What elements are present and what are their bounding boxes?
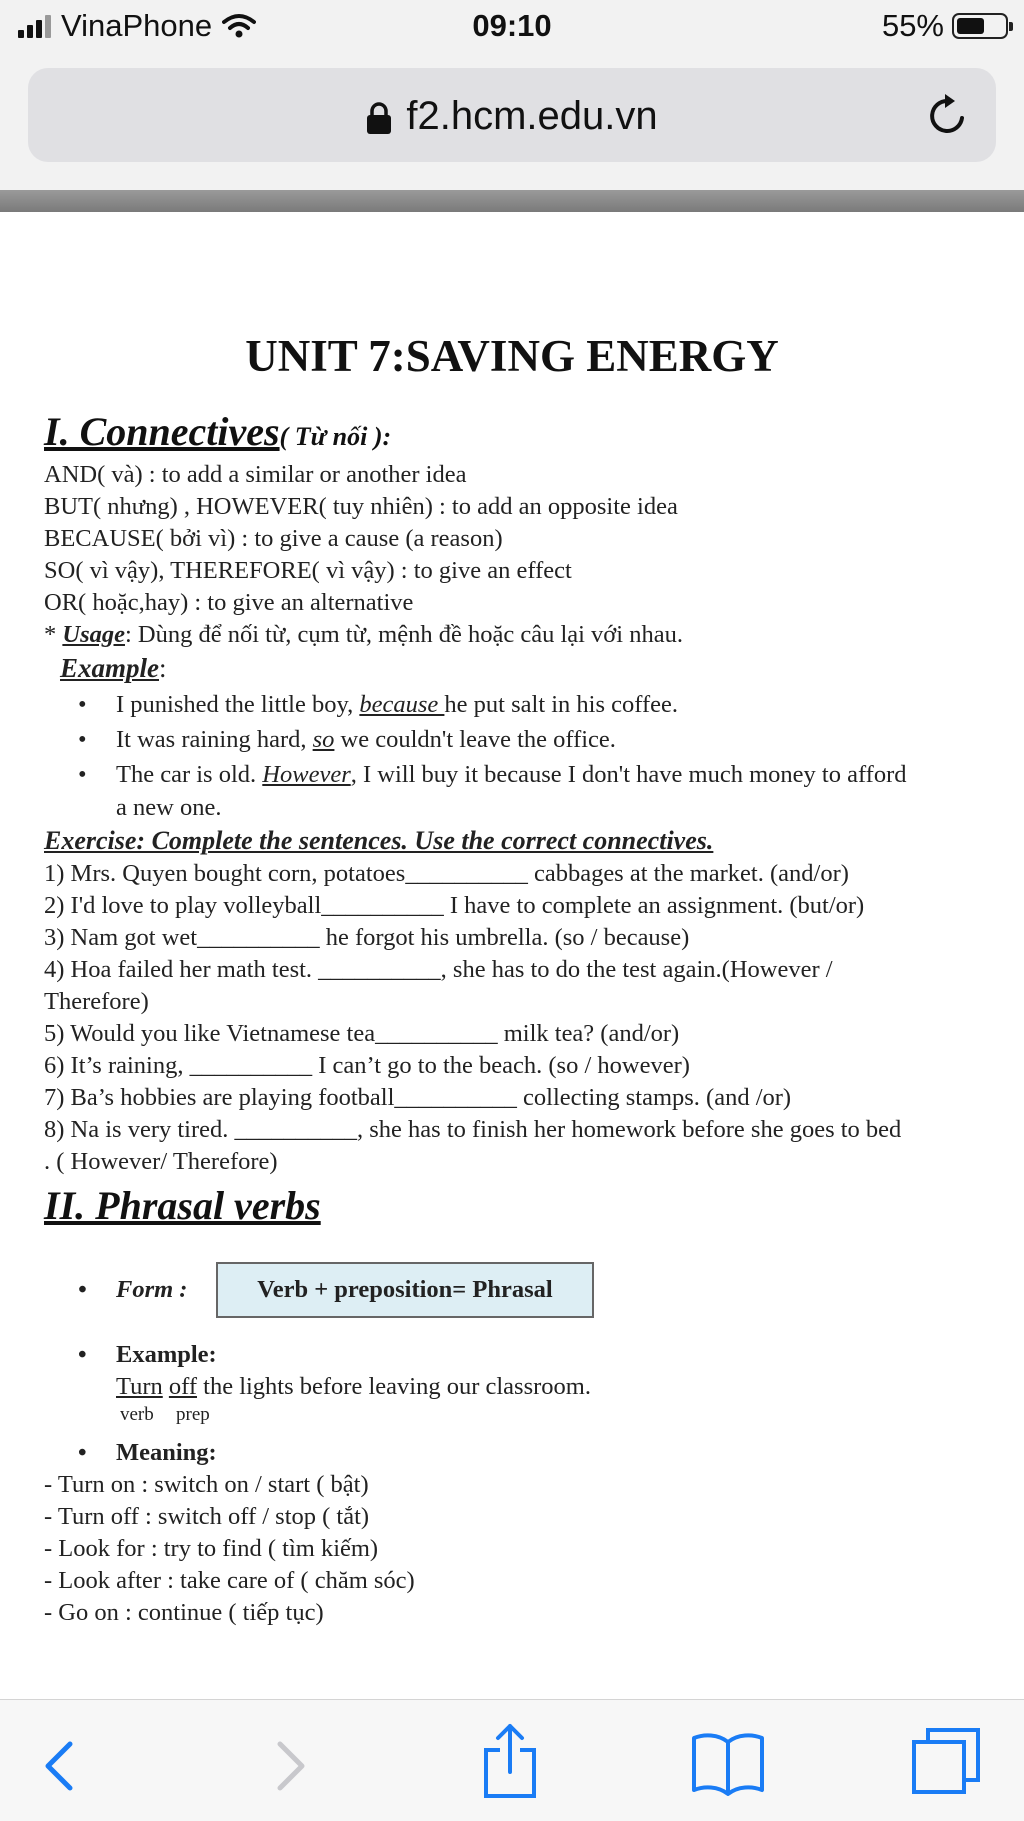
form-item: • Form :	[82, 1275, 187, 1305]
doc-title: UNIT 7:SAVING ENERGY	[245, 331, 779, 381]
meaning-item: - Look for : try to find ( tìm kiếm)	[44, 1535, 379, 1562]
connective-line: SO( vì vậy), THEREFORE( vì vậy) : to give an effect	[44, 557, 572, 584]
bookmarks-icon[interactable]	[690, 1730, 766, 1796]
prep-tag: prep	[176, 1404, 210, 1425]
example-item-continued: a new one.	[116, 794, 222, 821]
status-bar	[0, 0, 1024, 58]
back-icon[interactable]	[40, 1738, 80, 1794]
example-label: Example:	[60, 653, 167, 683]
browser-toolbar	[0, 1699, 1024, 1821]
connective-line: BUT( nhưng) , HOWEVER( tuy nhiên) : to add an opposite idea	[44, 493, 678, 520]
section-heading-connectives: I. Connectives( Từ nối ):	[44, 409, 392, 454]
url-text: f2.hcm.edu.vn	[406, 94, 658, 138]
usage-line: * Usage: Dùng để nối từ, cụm từ, mệnh đề hoặc câu lại với nhau.	[44, 621, 683, 648]
page-divider	[0, 190, 1024, 212]
share-icon[interactable]	[478, 1722, 542, 1800]
phrasal-example: Turn off the lights before leaving our classroom.	[116, 1373, 591, 1400]
meaning-item: - Look after : take care of ( chăm sóc)	[44, 1567, 415, 1594]
example-item: • It was raining hard, so we couldn't leave the office.	[82, 725, 616, 755]
example-label-2: • Example:	[82, 1340, 217, 1370]
lock-icon	[366, 101, 392, 135]
exercise-item: 3) Nam got wet__________ he forgot his umbrella. (so / because)	[44, 924, 690, 951]
exercise-item: 5) Would you like Vietnamese tea__________ milk tea? (and/or)	[44, 1020, 680, 1047]
battery-icon	[952, 13, 1008, 39]
tabs-icon[interactable]	[910, 1726, 982, 1796]
exercise-item-continued: . ( However/ Therefore)	[44, 1148, 278, 1175]
exercise-item: 2) I'd love to play volleyball__________ I have to complete an assignment. (but/or)	[44, 892, 865, 919]
example-item: • I punished the little boy, because he put salt in his coffee.	[82, 690, 678, 720]
exercise-item-continued: Therefore)	[44, 988, 149, 1015]
meaning-item: - Turn on : switch on / start ( bật)	[44, 1471, 369, 1498]
forward-icon[interactable]	[270, 1738, 310, 1794]
address-bar[interactable]	[28, 68, 996, 162]
verb-tag: verb	[120, 1404, 154, 1425]
document-page	[0, 212, 1024, 1699]
form-box: Verb + preposition= Phrasal	[216, 1262, 594, 1318]
clock: 09:10	[472, 8, 552, 43]
exercise-item: 8) Na is very tired. __________, she has to finish her homework before she goes to bed	[44, 1116, 902, 1143]
connective-line: OR( hoặc,hay) : to give an alternative	[44, 589, 414, 616]
exercise-item: 6) It’s raining, __________ I can’t go to the beach. (so / however)	[44, 1052, 690, 1079]
connective-line: AND( và) : to add a similar or another idea	[44, 461, 467, 488]
meaning-item: - Turn off : switch off / stop ( tắt)	[44, 1503, 370, 1530]
meaning-item: - Go on : continue ( tiếp tục)	[44, 1599, 324, 1626]
reload-icon[interactable]	[926, 92, 970, 138]
exercise-item: 1) Mrs. Quyen bought corn, potatoes__________ cabbages at the market. (and/or)	[44, 860, 849, 887]
battery-percent: 55%	[881, 8, 944, 43]
meaning-label: • Meaning:	[82, 1438, 217, 1468]
connective-line: BECAUSE( bởi vì) : to give a cause (a reason)	[44, 525, 503, 552]
carrier-name: VinaPhone	[61, 8, 213, 43]
exercise-item: 4) Hoa failed her math test. __________, she has to do the test again.(However /	[44, 956, 833, 983]
example-item: • The car is old. However, I will buy it because I don't have much money to afford	[82, 760, 906, 790]
exercise-item: 7) Ba’s hobbies are playing football__________ collecting stamps. (and /or)	[44, 1084, 792, 1111]
exercise-heading: Exercise: Complete the sentences. Use the correct connectives.	[44, 826, 714, 855]
section-heading-phrasal-verbs: II. Phrasal verbs	[44, 1183, 321, 1228]
